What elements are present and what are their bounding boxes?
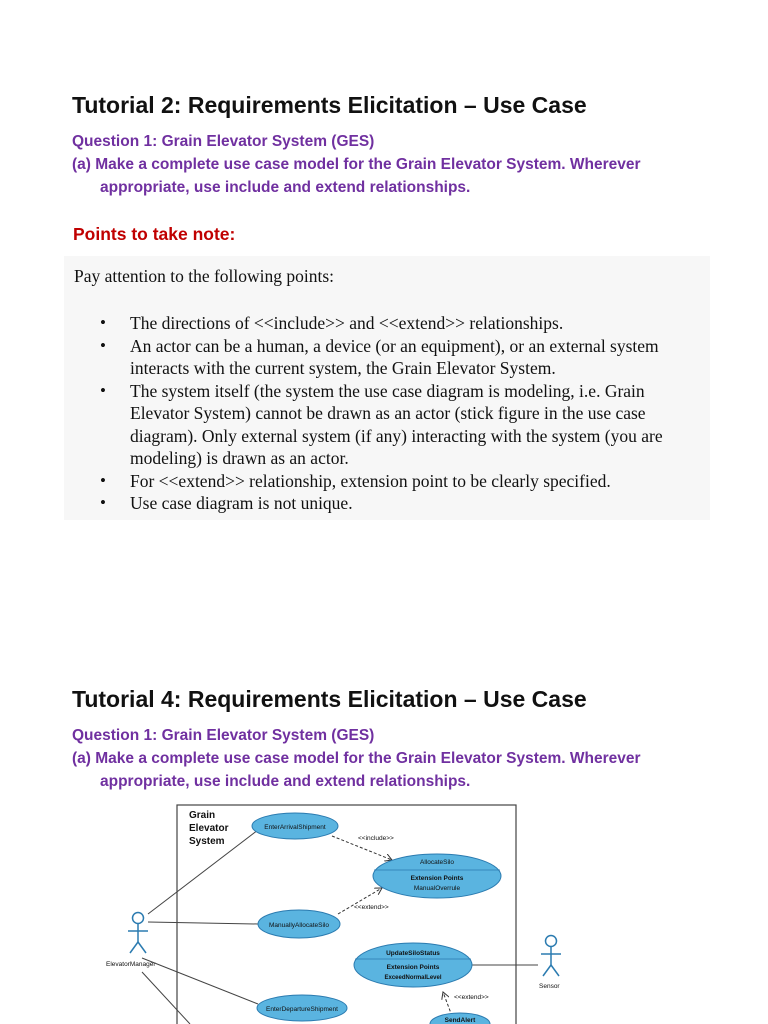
update-status-extension-heading: Extension Points: [386, 964, 440, 971]
usecase-enter-departure-label: EnterDepartureShipment: [266, 1006, 338, 1013]
system-label-line1: Grain: [189, 810, 216, 821]
sensor-actor-figure: [541, 936, 561, 977]
note-item: • For <<extend>> relationship, extension point to be clearly specified.: [100, 470, 700, 493]
update-status-extension-point: ExceedNormalLevel: [384, 975, 442, 981]
tutorial4-title: Tutorial 4: Requirements Elicitation – Use Case: [72, 686, 587, 712]
tutorial4-part-a-line2: appropriate, use include and extend relationships.: [100, 773, 471, 790]
include-label: <<include>>: [358, 835, 394, 842]
tutorial2-part-a-line2: appropriate, use include and extend relationships.: [100, 179, 471, 196]
note-item: • The system itself (the system the use case diagram is modeling, i.e. Grain Elevator System) cannot be drawn as an actor (stick figure in the use case diagram). Only external system (if any) interacting with the system (you are modeling) is drawn as an actor.: [100, 380, 700, 470]
note-item: • The directions of <<include>> and <<extend>> relationships.: [100, 312, 700, 335]
system-label-line2: Elevator: [189, 823, 229, 834]
usecase-enter-arrival-label: EnterArrivalShipment: [264, 824, 326, 831]
usecase-manually-allocate-label: ManuallyAllocateSilo: [269, 922, 329, 929]
usecase-allocate-silo-label: AllocateSilo: [420, 859, 454, 866]
note-item: • An actor can be a human, a device (or an equipment), or an external system interacts with the current system, the Grain Elevator System.: [100, 335, 700, 380]
system-boundary: [177, 805, 516, 1024]
system-label-line3: System: [189, 836, 225, 847]
allocate-silo-extension-point: ManualOverrule: [413, 885, 461, 892]
allocate-silo-extension-heading: Extension Points: [410, 875, 464, 882]
tutorial2-part-a-line1: (a) Make a complete use case model for the Grain Elevator System. Wherever: [72, 156, 641, 173]
sensor-actor-label: Sensor: [539, 983, 560, 990]
tutorial2-question: Question 1: Grain Elevator System (GES): [72, 133, 375, 150]
notes-intro: Pay attention to the following points:: [74, 266, 335, 286]
tutorial4-question: Question 1: Grain Elevator System (GES): [72, 727, 375, 744]
tutorial4-part-a-line1: (a) Make a complete use case model for the Grain Elevator System. Wherever: [72, 750, 641, 767]
manager-actor-label: ElevatorManager: [106, 961, 156, 968]
usecase-update-silo-status-label: UpdateSiloStatus: [386, 950, 440, 957]
tutorial2-title: Tutorial 2: Requirements Elicitation – Use Case: [72, 92, 587, 118]
extend-label-2: <<extend>>: [454, 994, 489, 1001]
note-item: • Use case diagram is not unique.: [100, 492, 700, 515]
extend-label-1: <<extend>>: [354, 904, 389, 911]
note-heading: Points to take note:: [73, 224, 236, 244]
manager-actor-figure: [128, 913, 148, 954]
usecase-send-alert-label: SendAlert: [444, 1017, 476, 1024]
